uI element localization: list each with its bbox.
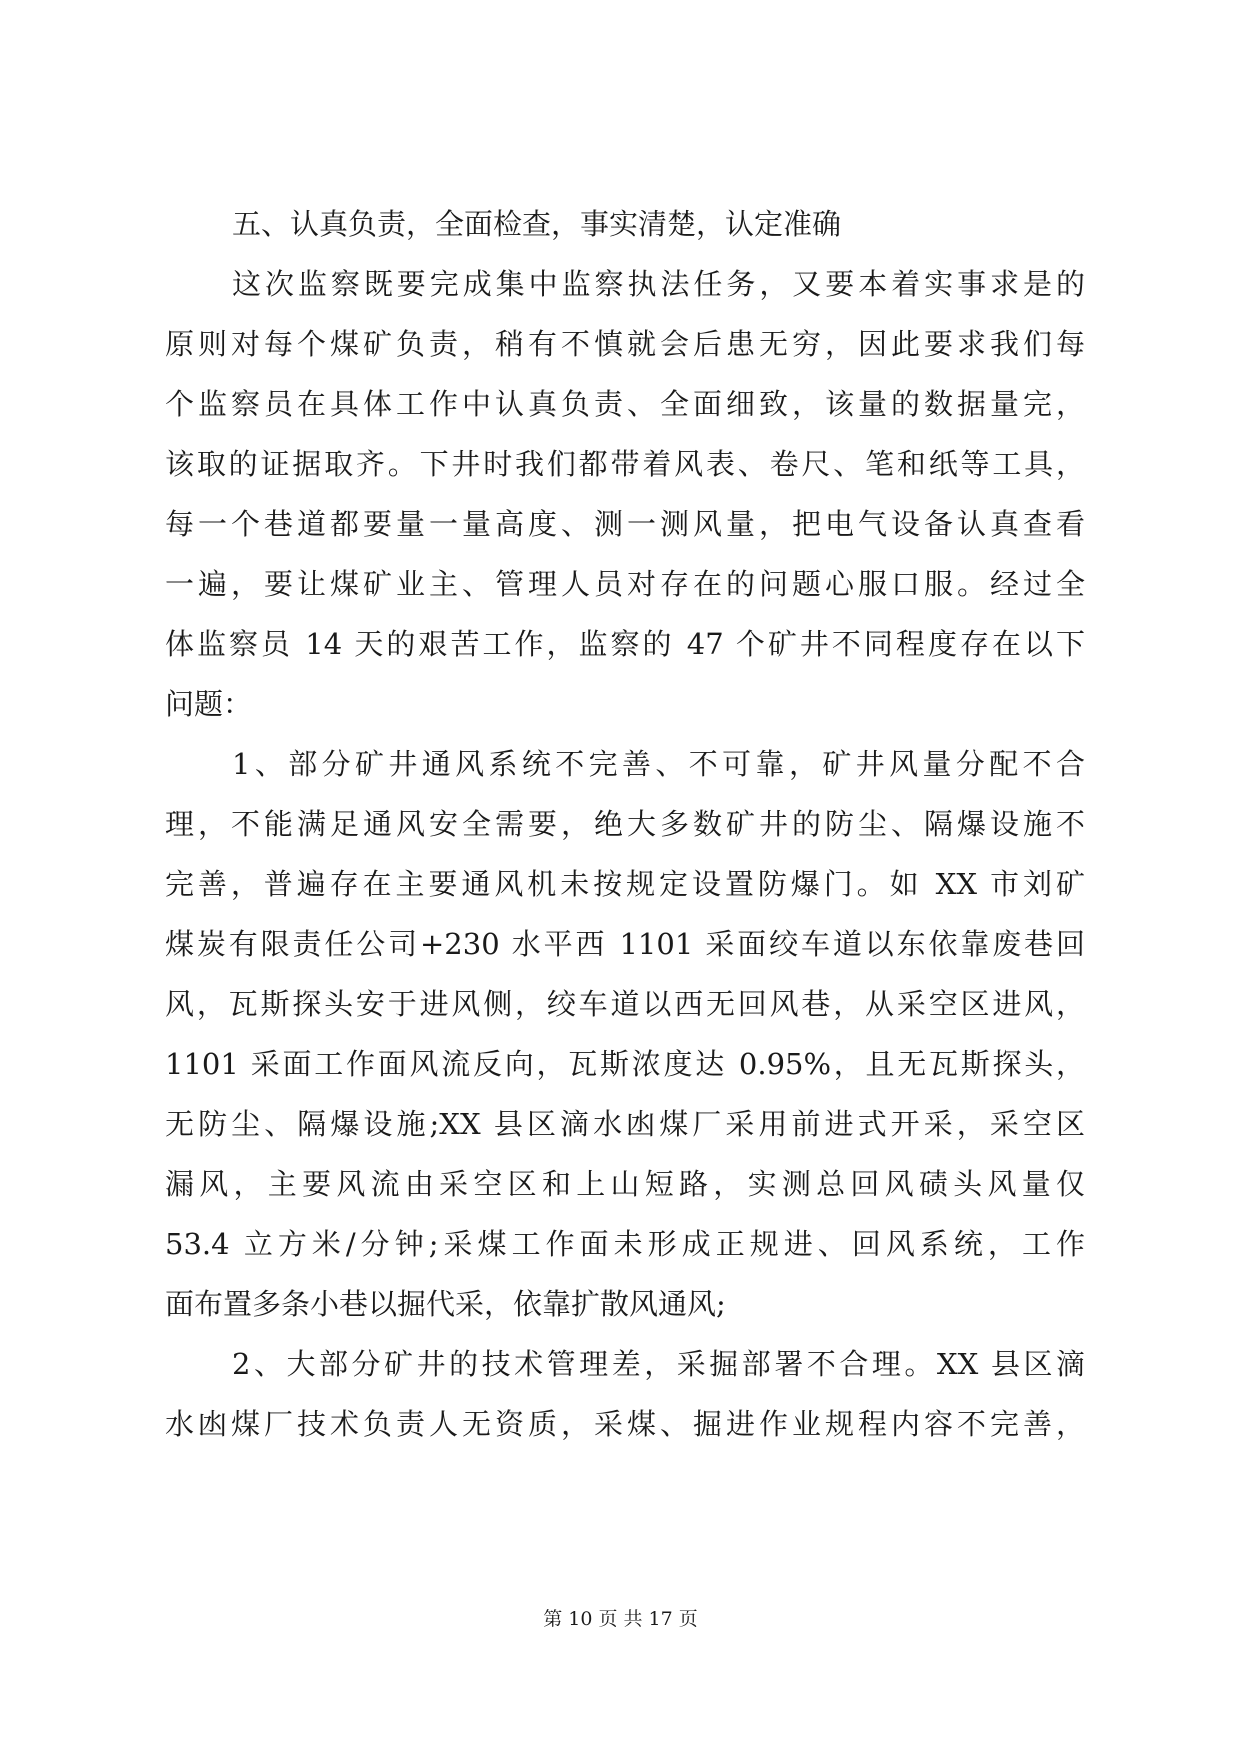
section-heading: 五、认真负责，全面检查，事实清楚，认定准确 [232, 207, 842, 241]
paragraph-line: 面布置多条小巷以掘代采，依靠扩散风通风; [165, 1287, 726, 1321]
paragraph-line: 理，不能满足通风安全需要，绝大多数矿井的防尘、隔爆设施不 [165, 807, 1085, 841]
paragraph-line: 问题： [165, 687, 253, 721]
paragraph-line: 煤炭有限责任公司+230 水平西 1101 采面绞车道以东依靠废巷回 [165, 927, 1085, 961]
paragraph-line: 个监察员在具体工作中认真负责、全面细致，该量的数据量完， [165, 387, 1085, 421]
paragraph-line: 1、部分矿井通风系统不完善、不可靠，矿井风量分配不合 [232, 747, 1085, 781]
paragraph-line: 每一个巷道都要量一量高度、测一测风量，把电气设备认真查看 [165, 507, 1085, 541]
paragraph-line: 53.4 立方米/分钟;采煤工作面未形成正规进、回风系统，工作 [165, 1227, 1085, 1261]
paragraph-line: 1101 采面工作面风流反向，瓦斯浓度达 0.95%，且无瓦斯探头， [165, 1047, 1085, 1081]
paragraph-line: 2、大部分矿井的技术管理差，采掘部署不合理。XX 县区滴 [232, 1347, 1085, 1381]
paragraph-line: 风，瓦斯探头安于进风侧，绞车道以西无回风巷，从采空区进风， [165, 987, 1085, 1021]
paragraph-line: 完善，普遍存在主要通风机未按规定设置防爆门。如 XX 市刘矿 [165, 867, 1085, 901]
page-footer: 第 10 页 共 17 页 [543, 1608, 698, 1630]
paragraph-line: 一遍，要让煤矿业主、管理人员对存在的问题心服口服。经过全 [165, 567, 1085, 601]
paragraph-line: 体监察员 14 天的艰苦工作，监察的 47 个矿井不同程度存在以下 [165, 627, 1085, 661]
paragraph-line: 水凼煤厂技术负责人无资质，采煤、掘进作业规程内容不完善， [165, 1407, 1085, 1441]
paragraph-line: 原则对每个煤矿负责，稍有不慎就会后患无穷，因此要求我们每 [165, 327, 1085, 361]
paragraph-line: 该取的证据取齐。下井时我们都带着风表、卷尺、笔和纸等工具， [165, 447, 1085, 481]
paragraph-line: 无防尘、隔爆设施;XX 县区滴水凼煤厂采用前进式开采，采空区 [165, 1107, 1085, 1141]
paragraph-line: 漏风，主要风流由采空区和上山短路，实测总回风碛头风量仅 [165, 1167, 1085, 1201]
paragraph-line: 这次监察既要完成集中监察执法任务，又要本着实事求是的 [232, 267, 1085, 301]
